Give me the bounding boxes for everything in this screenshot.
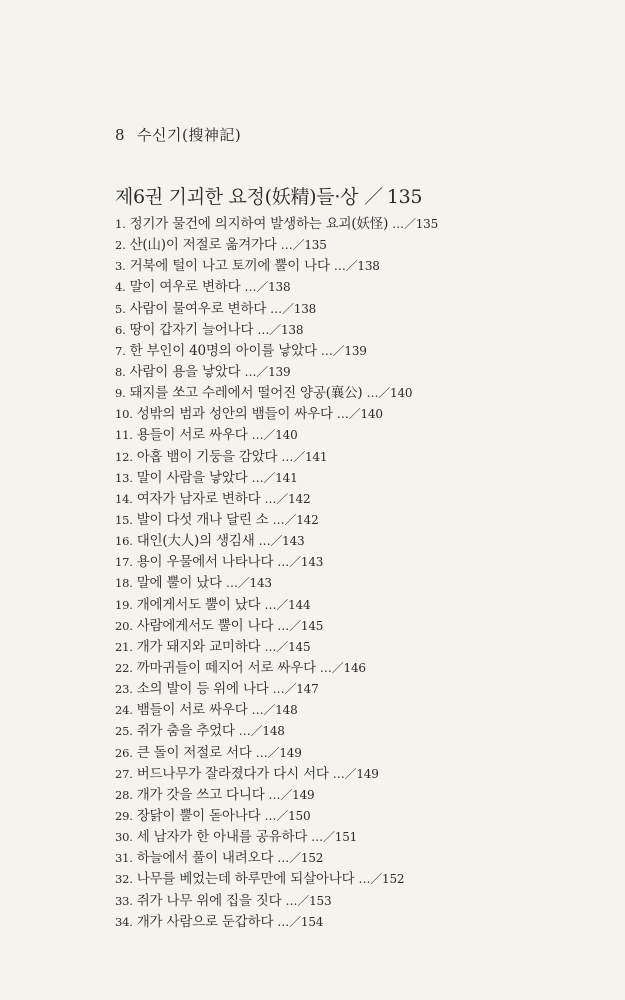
toc-entry <box>115 827 585 848</box>
toc-entry <box>115 785 585 806</box>
toc-entry-page: …／153 <box>285 893 332 908</box>
toc-entry-title: 대인(大人)의 생김새 <box>136 533 255 550</box>
toc-entry-number: 5. <box>115 301 126 316</box>
toc-entry <box>115 912 585 933</box>
toc-entry-title: 돼지를 쏘고 수레에서 떨어진 양공(襄公) <box>129 385 363 402</box>
toc-entry <box>115 573 585 594</box>
toc-entry <box>115 637 585 658</box>
toc-entry-page: …／147 <box>272 682 319 697</box>
toc-entry-page: …／148 <box>251 703 298 718</box>
toc-entry <box>115 848 585 869</box>
toc-entry-title: 말이 여우로 변하다 <box>129 279 241 296</box>
toc-entry <box>115 743 585 764</box>
toc-entry-number: 25. <box>115 724 133 739</box>
table-of-contents <box>115 214 585 933</box>
toc-entry-page: …／152 <box>277 851 324 866</box>
toc-entry-number: 14. <box>115 491 133 506</box>
toc-entry-number: 11. <box>115 428 133 443</box>
toc-entry-title: 개가 갓을 쓰고 다니다 <box>136 786 265 803</box>
toc-entry-title: 소의 발이 등 위에 나다 <box>136 681 269 698</box>
toc-entry-number: 15. <box>115 512 133 527</box>
toc-entry-title: 개에게서도 뿔이 났다 <box>136 596 261 613</box>
toc-entry-number: 10. <box>115 407 133 422</box>
toc-entry-title: 산(山)이 저절로 옮겨가다 <box>129 237 277 254</box>
toc-entry <box>115 214 585 235</box>
toc-entry-title: 하늘에서 풀이 내려오다 <box>136 850 274 867</box>
toc-entry-number: 4. <box>115 280 126 295</box>
toc-entry <box>115 320 585 341</box>
toc-entry <box>115 552 585 573</box>
toc-entry-title: 사람이 용을 낳았다 <box>129 363 241 380</box>
section-title: 제6권 기괴한 요정(妖精)들·상 <box>115 186 359 208</box>
toc-entry-page: …／145 <box>264 639 311 654</box>
toc-entry-page: …／139 <box>320 343 367 358</box>
toc-entry-number: 2. <box>115 238 126 253</box>
toc-entry <box>115 489 585 510</box>
toc-entry <box>115 869 585 890</box>
toc-entry-page: …／144 <box>264 597 311 612</box>
toc-entry-number: 29. <box>115 808 133 823</box>
toc-entry-number: 18. <box>115 576 133 591</box>
toc-entry-page: …／135 <box>280 238 327 253</box>
toc-entry-number: 1. <box>115 217 126 231</box>
toc-entry-page: …／150 <box>264 808 311 823</box>
toc-entry <box>115 235 585 256</box>
toc-entry-page: …／141 <box>281 449 328 464</box>
toc-entry-title: 개가 사람으로 둔갑하다 <box>136 913 274 930</box>
toc-entry-number: 26. <box>115 745 133 760</box>
toc-entry <box>115 256 585 277</box>
toc-entry <box>115 383 585 404</box>
toc-entry-number: 27. <box>115 766 133 781</box>
toc-entry-page: …／149 <box>268 787 315 802</box>
toc-entry-title: 쥐가 나무 위에 집을 짓다 <box>136 892 282 909</box>
toc-entry-title: 한 부인이 40명의 아이를 낳았다 <box>129 342 317 359</box>
toc-entry <box>115 425 585 446</box>
section-page: 135 <box>386 186 423 208</box>
toc-entry-page: …／138 <box>270 301 317 316</box>
toc-entry-number: 8. <box>115 364 126 379</box>
toc-entry-number: 3. <box>115 259 126 274</box>
toc-entry-title: 아홉 뱀이 기둥을 감았다 <box>136 448 278 465</box>
toc-entry <box>115 510 585 531</box>
toc-entry-title: 여자가 남자로 변하다 <box>136 490 261 507</box>
toc-entry-page: …／145 <box>277 618 324 633</box>
toc-entry-title: 발이 다섯 개나 달린 소 <box>136 511 269 528</box>
toc-entry-title: 정기가 물건에 의지하여 발생하는 요괴(妖怪) <box>129 216 389 232</box>
toc-entry <box>115 721 585 742</box>
toc-entry-page: …／140 <box>336 407 383 422</box>
toc-entry-title: 거북에 털이 나고 토끼에 뿔이 나다 <box>129 258 330 275</box>
toc-entry-page: …／152 <box>358 872 405 887</box>
toc-entry-title: 개가 돼지와 교미하다 <box>136 638 261 655</box>
toc-entry-title: 세 남자가 한 아내를 공유하다 <box>136 829 308 846</box>
toc-entry-number: 30. <box>115 830 133 845</box>
toc-entry <box>115 404 585 425</box>
toc-entry <box>115 658 585 679</box>
toc-entry-title: 말이 사람을 낳았다 <box>136 469 248 486</box>
toc-entry <box>115 616 585 637</box>
toc-entry <box>115 362 585 383</box>
toc-entry-page: …／141 <box>251 470 298 485</box>
toc-entry <box>115 595 585 616</box>
toc-entry <box>115 764 585 785</box>
book-title: 수신기(搜神記) <box>137 126 242 144</box>
toc-entry-title: 나무를 베었는데 하루만에 되살아나다 <box>136 871 355 888</box>
toc-entry <box>115 468 585 489</box>
toc-entry-page: …／135 <box>392 217 439 231</box>
toc-entry-title: 쥐가 춤을 추었다 <box>136 723 235 740</box>
toc-entry <box>115 891 585 912</box>
toc-entry-number: 23. <box>115 682 133 697</box>
toc-entry-number: 24. <box>115 703 133 718</box>
toc-entry-page: …／143 <box>225 576 272 591</box>
toc-entry-number: 16. <box>115 534 133 549</box>
toc-entry-title: 성밖의 범과 성안의 뱀들이 싸우다 <box>136 406 333 423</box>
toc-entry-number: 17. <box>115 555 133 570</box>
toc-entry-title: 까마귀들이 떼지어 서로 싸우다 <box>136 659 316 676</box>
toc-entry-title: 사람이 물여우로 변하다 <box>129 300 267 317</box>
toc-entry-page: …／146 <box>319 660 366 675</box>
running-header <box>115 124 241 145</box>
toc-entry <box>115 806 585 827</box>
toc-entry-title: 사람에게서도 뿔이 나다 <box>136 617 274 634</box>
toc-entry-number: 19. <box>115 597 133 612</box>
toc-entry-number: 33. <box>115 893 133 908</box>
toc-entry-page: …／143 <box>277 555 324 570</box>
toc-entry-number: 32. <box>115 872 133 887</box>
page-number: 8 <box>115 126 126 144</box>
toc-entry-title: 용이 우물에서 나타나다 <box>136 554 274 571</box>
toc-entry <box>115 700 585 721</box>
toc-entry-page: …／143 <box>258 534 305 549</box>
toc-entry-page: …／142 <box>272 512 319 527</box>
toc-entry-number: 7. <box>115 343 126 358</box>
toc-entry <box>115 341 585 362</box>
toc-entry-number: 9. <box>115 386 126 401</box>
section-heading <box>115 182 422 209</box>
toc-entry-title: 큰 돌이 저절로 서다 <box>136 744 252 761</box>
toc-entry-number: 28. <box>115 787 133 802</box>
toc-entry-title: 땅이 갑자기 늘어나다 <box>129 321 254 338</box>
toc-entry-page: …／142 <box>264 491 311 506</box>
toc-entry <box>115 531 585 552</box>
toc-entry <box>115 447 585 468</box>
toc-entry-title: 뱀들이 서로 싸우다 <box>136 702 248 719</box>
toc-entry-number: 21. <box>115 639 133 654</box>
toc-entry-page: …／139 <box>244 364 291 379</box>
toc-entry-number: 12. <box>115 449 133 464</box>
toc-entry <box>115 277 585 298</box>
toc-entry-page: …／138 <box>333 259 380 274</box>
toc-entry-number: 22. <box>115 660 133 675</box>
toc-entry-page: …／138 <box>257 322 304 337</box>
toc-entry-number: 13. <box>115 470 133 485</box>
toc-entry-number: 20. <box>115 618 133 633</box>
toc-entry-page: …／149 <box>332 766 379 781</box>
toc-entry-number: 34. <box>115 914 133 929</box>
toc-entry-page: …／154 <box>277 914 324 929</box>
toc-entry-title: 용들이 서로 싸우다 <box>136 427 248 444</box>
toc-entry-page: …／138 <box>244 280 291 295</box>
section-separator: ／ <box>364 186 383 208</box>
toc-entry-page: …／140 <box>251 428 298 443</box>
toc-entry-page: …／148 <box>238 724 285 739</box>
toc-entry <box>115 299 585 320</box>
toc-entry-title: 장닭이 뿔이 돋아나다 <box>136 807 261 824</box>
toc-entry <box>115 679 585 700</box>
toc-entry-number: 6. <box>115 322 126 337</box>
toc-entry-page: …／140 <box>366 386 413 401</box>
toc-entry-title: 말에 뿔이 났다 <box>136 575 222 592</box>
toc-entry-number: 31. <box>115 851 133 866</box>
toc-entry-page: …／151 <box>311 830 358 845</box>
toc-entry-title: 버드나무가 잘라졌다가 다시 서다 <box>136 765 329 782</box>
toc-entry-page: …／149 <box>255 745 302 760</box>
